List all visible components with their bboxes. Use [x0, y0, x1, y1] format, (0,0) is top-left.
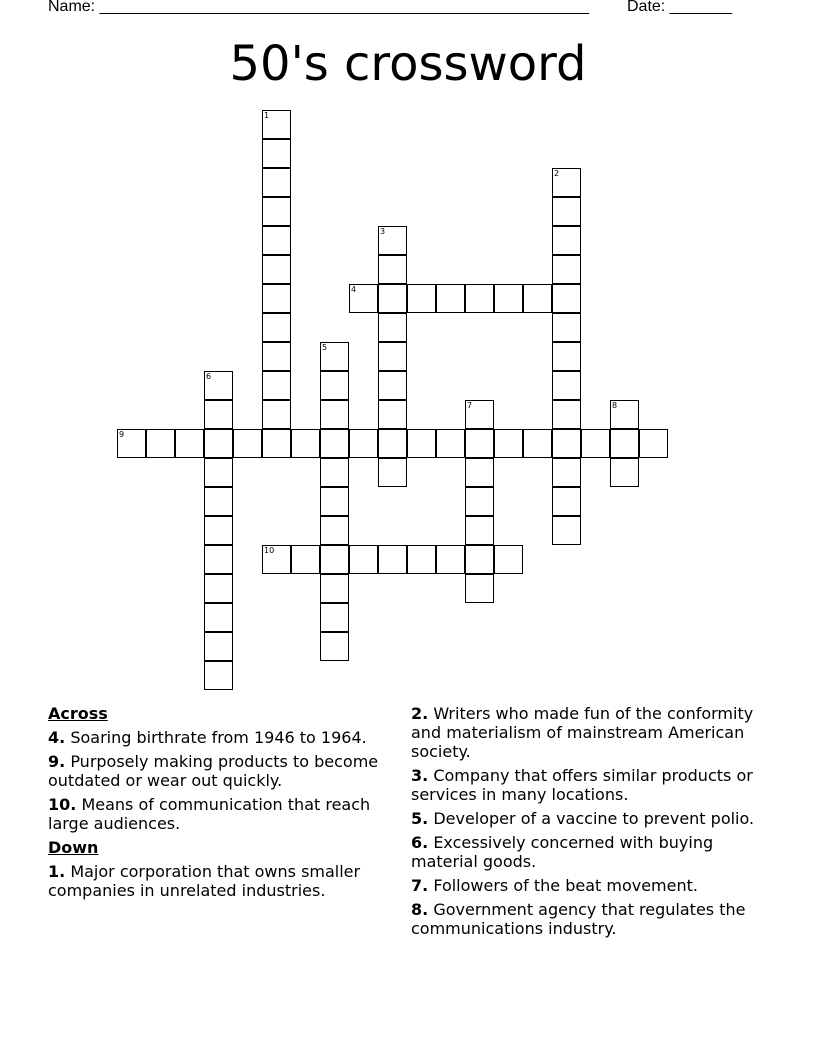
clue-number: 6: [206, 372, 212, 381]
crossword-cell[interactable]: [320, 371, 349, 400]
crossword-cell[interactable]: [204, 574, 233, 603]
crossword-cell[interactable]: [262, 429, 291, 458]
clue-across-10: 10. Means of communication that reach large audiences.: [48, 795, 371, 833]
crossword-cell[interactable]: [494, 284, 523, 313]
crossword-cell[interactable]: [291, 429, 320, 458]
crossword-cell[interactable]: [262, 545, 291, 574]
crossword-cell[interactable]: [349, 429, 378, 458]
crossword-cell[interactable]: [320, 516, 349, 545]
crossword-cell[interactable]: [204, 516, 233, 545]
crossword-cell[interactable]: [407, 284, 436, 313]
crossword-cell[interactable]: [552, 516, 581, 545]
crossword-cell[interactable]: [320, 342, 349, 371]
clue-number: 9: [119, 430, 125, 439]
crossword-cell[interactable]: [436, 284, 465, 313]
crossword-cell[interactable]: [378, 400, 407, 429]
crossword-cell[interactable]: [204, 661, 233, 690]
clue-across-9: 9. Purposely making products to become outdated or wear out quickly.: [48, 752, 379, 790]
crossword-cell[interactable]: [262, 255, 291, 284]
crossword-cell[interactable]: [204, 429, 233, 458]
crossword-cell[interactable]: [262, 371, 291, 400]
crossword-cell[interactable]: [378, 255, 407, 284]
crossword-cell[interactable]: [523, 284, 552, 313]
clue-down-1: 1. Major corporation that owns smaller companies in unrelated industries.: [48, 862, 361, 900]
crossword-cell[interactable]: [262, 313, 291, 342]
crossword-cell[interactable]: [610, 458, 639, 487]
crossword-cell[interactable]: [552, 284, 581, 313]
crossword-cell[interactable]: [378, 545, 407, 574]
crossword-cell[interactable]: [378, 458, 407, 487]
crossword-cell[interactable]: [262, 284, 291, 313]
crossword-cell[interactable]: [320, 400, 349, 429]
crossword-cell[interactable]: [320, 545, 349, 574]
crossword-cell[interactable]: [494, 429, 523, 458]
clue-down-8: 8. Government agency that regulates the communications industry.: [411, 900, 746, 938]
crossword-cell[interactable]: [262, 139, 291, 168]
crossword-cell[interactable]: [465, 284, 494, 313]
crossword-cell[interactable]: [378, 284, 407, 313]
crossword-cell[interactable]: [552, 313, 581, 342]
clue-number: 7: [467, 401, 473, 410]
crossword-cell[interactable]: [262, 197, 291, 226]
crossword-cell[interactable]: [320, 603, 349, 632]
crossword-cell[interactable]: [378, 342, 407, 371]
clue-number: 2: [554, 169, 560, 178]
crossword-cell[interactable]: [407, 545, 436, 574]
clue-number: 8: [612, 401, 618, 410]
page-title: 50's crossword: [229, 36, 587, 92]
clue-down-2: 2. Writers who made fun of the conformity and materialism of mainstream American society.: [411, 704, 754, 761]
crossword-cell[interactable]: [552, 429, 581, 458]
clue-number: 1: [264, 111, 270, 120]
clue-down-3: 3. Company that offers similar products or services in many locations.: [411, 766, 753, 804]
crossword-cell[interactable]: [262, 168, 291, 197]
crossword-cell[interactable]: [407, 429, 436, 458]
crossword-cell[interactable]: [262, 110, 291, 139]
crossword-cell[interactable]: [146, 429, 175, 458]
crossword-cell[interactable]: [552, 342, 581, 371]
crossword-cell[interactable]: [262, 342, 291, 371]
crossword-cell[interactable]: [233, 429, 262, 458]
crossword-cell[interactable]: [378, 429, 407, 458]
crossword-cell[interactable]: [494, 545, 523, 574]
crossword-cell[interactable]: [465, 429, 494, 458]
crossword-cell[interactable]: [552, 487, 581, 516]
crossword-cell[interactable]: [465, 487, 494, 516]
crossword-cell[interactable]: [204, 458, 233, 487]
crossword-cell[interactable]: [204, 371, 233, 400]
crossword-cell[interactable]: [349, 284, 378, 313]
crossword-cell[interactable]: [552, 168, 581, 197]
clue-down-6: 6. Excessively concerned with buying material goods.: [411, 833, 714, 871]
crossword-cell[interactable]: [465, 574, 494, 603]
crossword-cell[interactable]: [204, 400, 233, 429]
crossword-cell[interactable]: [204, 487, 233, 516]
crossword-cell[interactable]: [436, 545, 465, 574]
clue-number: 5: [322, 343, 328, 352]
crossword-cell[interactable]: [320, 632, 349, 661]
crossword-cell[interactable]: [320, 487, 349, 516]
crossword-cell[interactable]: [610, 429, 639, 458]
crossword-cell[interactable]: [262, 400, 291, 429]
across-heading: Across: [48, 704, 108, 723]
clue-number: 3: [380, 227, 386, 236]
crossword-cell[interactable]: [436, 429, 465, 458]
crossword-cell[interactable]: [581, 429, 610, 458]
clue-down-7: 7. Followers of the beat movement.: [411, 876, 698, 895]
down-heading: Down: [48, 838, 99, 857]
crossword-cell[interactable]: [610, 400, 639, 429]
crossword-cell[interactable]: [175, 429, 204, 458]
crossword-cell[interactable]: [320, 574, 349, 603]
clue-number: 10: [264, 546, 275, 555]
clues-left-column: [48, 704, 398, 905]
crossword-cell[interactable]: [552, 197, 581, 226]
crossword-cell[interactable]: [378, 226, 407, 255]
crossword-cell[interactable]: [262, 226, 291, 255]
crossword-cell[interactable]: [552, 255, 581, 284]
clue-down-5: 5. Developer of a vaccine to prevent polio.: [411, 809, 755, 828]
crossword-cell[interactable]: [465, 400, 494, 429]
crossword-cell[interactable]: [378, 371, 407, 400]
crossword-cell[interactable]: [204, 545, 233, 574]
crossword-cell[interactable]: [204, 632, 233, 661]
crossword-cell[interactable]: [523, 429, 552, 458]
clue-across-4: 4. Soaring birthrate from 1946 to 1964.: [48, 728, 367, 747]
crossword-cell[interactable]: [552, 400, 581, 429]
date-field: Date: _______: [627, 0, 732, 15]
crossword-cell[interactable]: [552, 371, 581, 400]
crossword-cell[interactable]: [465, 545, 494, 574]
crossword-cell[interactable]: [639, 429, 668, 458]
crossword-cell[interactable]: [349, 545, 378, 574]
clue-number: 4: [351, 285, 357, 294]
crossword-cell[interactable]: [204, 603, 233, 632]
crossword-cell[interactable]: [552, 458, 581, 487]
crossword-cell[interactable]: [465, 458, 494, 487]
crossword-cell[interactable]: [552, 226, 581, 255]
clues-right-column: [411, 704, 771, 943]
crossword-cell[interactable]: [320, 429, 349, 458]
name-field: Name: _______________________________________________________: [48, 0, 589, 15]
crossword-cell[interactable]: [378, 313, 407, 342]
crossword-cell[interactable]: [320, 458, 349, 487]
crossword-cell[interactable]: [291, 545, 320, 574]
crossword-cell[interactable]: [465, 516, 494, 545]
crossword-cell[interactable]: [117, 429, 146, 458]
